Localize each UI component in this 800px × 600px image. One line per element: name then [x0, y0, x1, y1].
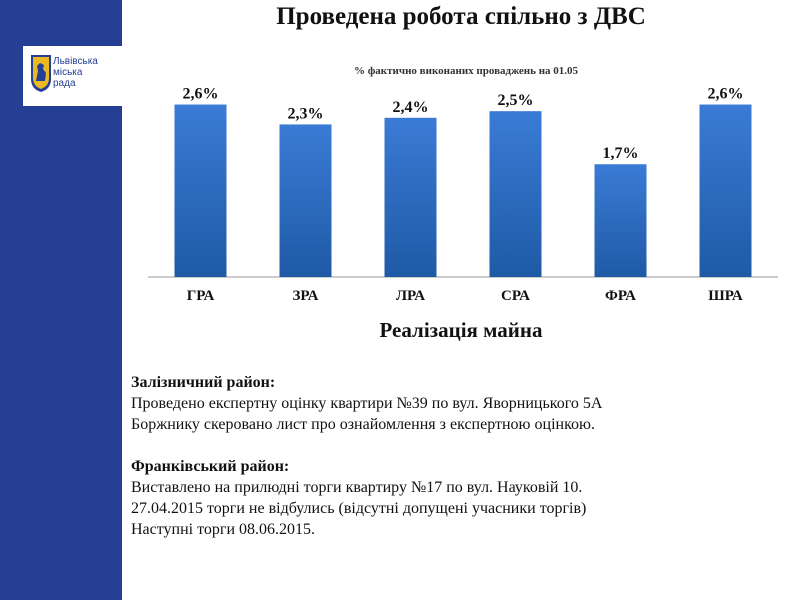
data-label-6: 2,6% — [707, 85, 744, 103]
section-title: Реалізація майна — [379, 318, 543, 342]
bar-1 — [175, 105, 227, 277]
district-heading-frankivskyi: Франківський район: — [131, 458, 290, 475]
zaliznychnyi-line-1: Проведено експертну оцінку квартири №39 по вул. Яворницького 5А — [131, 395, 603, 412]
frankivskyi-line-2: 27.04.2015 торги не відбулись (відсутні допущені учасники торгів) — [131, 500, 587, 517]
logo-line-1: Львівська — [53, 56, 98, 67]
data-label-1: 2,6% — [182, 85, 219, 103]
frankivskyi-line-1: Виставлено на прилюдні торги квартиру №17 по вул. Науковій 10. — [131, 479, 583, 496]
bar-2 — [280, 124, 332, 277]
data-label-3: 2,4% — [392, 98, 429, 116]
page-title: Проведена робота спільно з ДВС — [276, 3, 646, 30]
bar-5 — [595, 164, 647, 277]
x-tick-label-4: СРА — [501, 288, 530, 304]
logo-line-3: рада — [53, 78, 76, 89]
bar-4 — [490, 111, 542, 277]
bar-6 — [700, 105, 752, 277]
frankivskyi-line-3: Наступні торги 08.06.2015. — [131, 521, 316, 538]
x-tick-label-2: ЗРА — [292, 288, 319, 304]
data-label-2: 2,3% — [287, 105, 324, 123]
data-label-5: 1,7% — [602, 145, 639, 163]
chart-title: % фактично виконаних проваджень на 01.05 — [353, 65, 579, 77]
data-label-4: 2,5% — [497, 92, 534, 110]
x-tick-label-6: ШРА — [708, 288, 743, 304]
details-text — [131, 372, 791, 540]
zaliznychnyi-line-2: Боржнику скеровано лист про ознайомлення з експертною оцінкою. — [131, 416, 595, 433]
x-tick-label-1: ГРА — [186, 288, 215, 304]
logo-line-2: міська — [53, 67, 83, 78]
x-tick-label-5: ФРА — [605, 288, 636, 304]
x-tick-label-3: ЛРА — [395, 288, 426, 304]
bar-3 — [385, 118, 437, 277]
district-heading-zaliznychnyi: Залізничний район: — [131, 374, 276, 391]
